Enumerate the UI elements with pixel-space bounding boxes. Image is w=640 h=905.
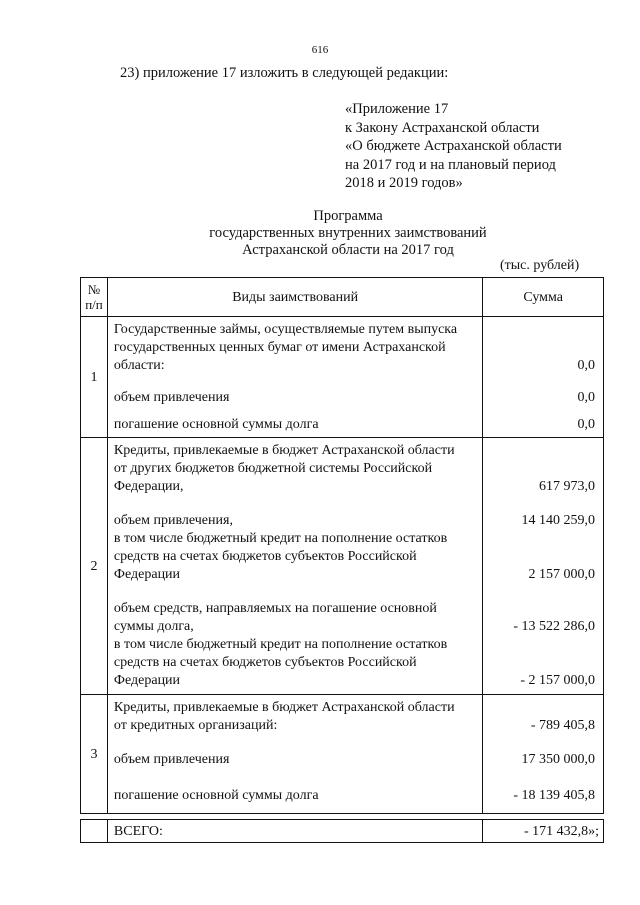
desc-line: Федерации, bbox=[113, 479, 184, 494]
header-number: № п/п bbox=[81, 278, 108, 317]
sum-value: 0,0 bbox=[577, 390, 595, 405]
table-row bbox=[81, 438, 604, 695]
desc-line: погашение основной суммы долга bbox=[113, 417, 319, 432]
sum-value: 0,0 bbox=[577, 417, 595, 432]
row-number: 1 bbox=[81, 317, 108, 438]
desc-line: Федерации bbox=[113, 567, 181, 582]
title-line: Программа bbox=[313, 208, 383, 224]
header-sum: Сумма bbox=[483, 278, 604, 317]
document-title bbox=[0, 208, 640, 259]
desc-line: области: bbox=[113, 358, 165, 373]
total-label: ВСЕГО: bbox=[107, 820, 482, 843]
desc-line: Федерации bbox=[113, 673, 181, 688]
title-line: Астраханской области на 2017 год bbox=[242, 242, 454, 258]
appendix-line: «О бюджете Астраханской области bbox=[345, 138, 562, 154]
borrowing-table bbox=[80, 277, 604, 843]
appendix-line: на 2017 год и на плановый период bbox=[345, 156, 556, 173]
units-label: (тыс. рублей) bbox=[500, 258, 580, 273]
sum-value: - 789 405,8 bbox=[530, 718, 595, 733]
sum-value: - 2 157 000,0 bbox=[520, 673, 595, 688]
desc-line: Государственные займы, осуществляемые путем выпуска bbox=[113, 322, 458, 337]
desc-line: в том числе бюджетный кредит на пополнение остатков bbox=[113, 531, 448, 546]
desc-line: государственных ценных бумаг от имени Астраханской bbox=[113, 340, 446, 355]
amendment-intro: 23) приложение 17 изложить в следующей редакции: bbox=[120, 65, 449, 81]
desc-line: погашение основной суммы долга bbox=[113, 788, 319, 803]
desc-line: средств на счетах бюджетов субъектов Российской bbox=[113, 549, 417, 564]
total-row bbox=[81, 820, 604, 843]
table-row bbox=[81, 317, 604, 438]
sum-value: - 18 139 405,8 bbox=[513, 788, 595, 803]
appendix-reference bbox=[345, 100, 562, 193]
row-sum bbox=[483, 317, 604, 438]
desc-line: от других бюджетов бюджетной системы Российской bbox=[113, 461, 433, 476]
appendix-line: к Закону Астраханской области bbox=[345, 119, 540, 136]
total-number-cell bbox=[81, 820, 108, 843]
desc-line: от кредитных организаций: bbox=[113, 718, 278, 733]
desc-line: в том числе бюджетный кредит на пополнение остатков bbox=[113, 637, 448, 652]
desc-line: объем привлечения bbox=[113, 390, 230, 405]
row-number: 2 bbox=[81, 438, 108, 695]
appendix-line: «Приложение 17 bbox=[345, 101, 449, 117]
sum-value: 2 157 000,0 bbox=[528, 567, 595, 582]
desc-line: объем привлечения, bbox=[113, 513, 233, 528]
desc-line: Кредиты, привлекаемые в бюджет Астраханской области bbox=[113, 443, 455, 458]
desc-line: объем привлечения bbox=[113, 752, 230, 767]
total-value: - 171 432,8»; bbox=[483, 820, 604, 843]
table-header-row bbox=[81, 278, 604, 317]
row-description bbox=[107, 317, 482, 438]
row-sum bbox=[483, 438, 604, 695]
sum-value: 17 350 000,0 bbox=[521, 752, 595, 767]
sum-value: - 13 522 286,0 bbox=[513, 619, 595, 634]
table-row bbox=[81, 695, 604, 814]
header-description: Виды заимствований bbox=[107, 278, 482, 317]
desc-line: средств на счетах бюджетов субъектов Российской bbox=[113, 655, 417, 670]
page-number: 616 bbox=[311, 44, 329, 56]
desc-line: Кредиты, привлекаемые в бюджет Астраханской области bbox=[113, 700, 455, 715]
desc-line: объем средств, направляемых на погашение основной bbox=[113, 601, 437, 616]
row-description bbox=[107, 695, 482, 814]
row-number: 3 bbox=[81, 695, 108, 814]
sum-value: 617 973,0 bbox=[539, 479, 595, 494]
sum-value: 14 140 259,0 bbox=[521, 513, 595, 528]
appendix-line: 2018 и 2019 годов» bbox=[345, 175, 463, 191]
title-line: государственных внутренних заимствований bbox=[209, 225, 487, 241]
row-sum bbox=[483, 695, 604, 814]
desc-line: суммы долга, bbox=[113, 619, 194, 634]
row-description bbox=[107, 438, 482, 695]
sum-value: 0,0 bbox=[577, 358, 595, 373]
